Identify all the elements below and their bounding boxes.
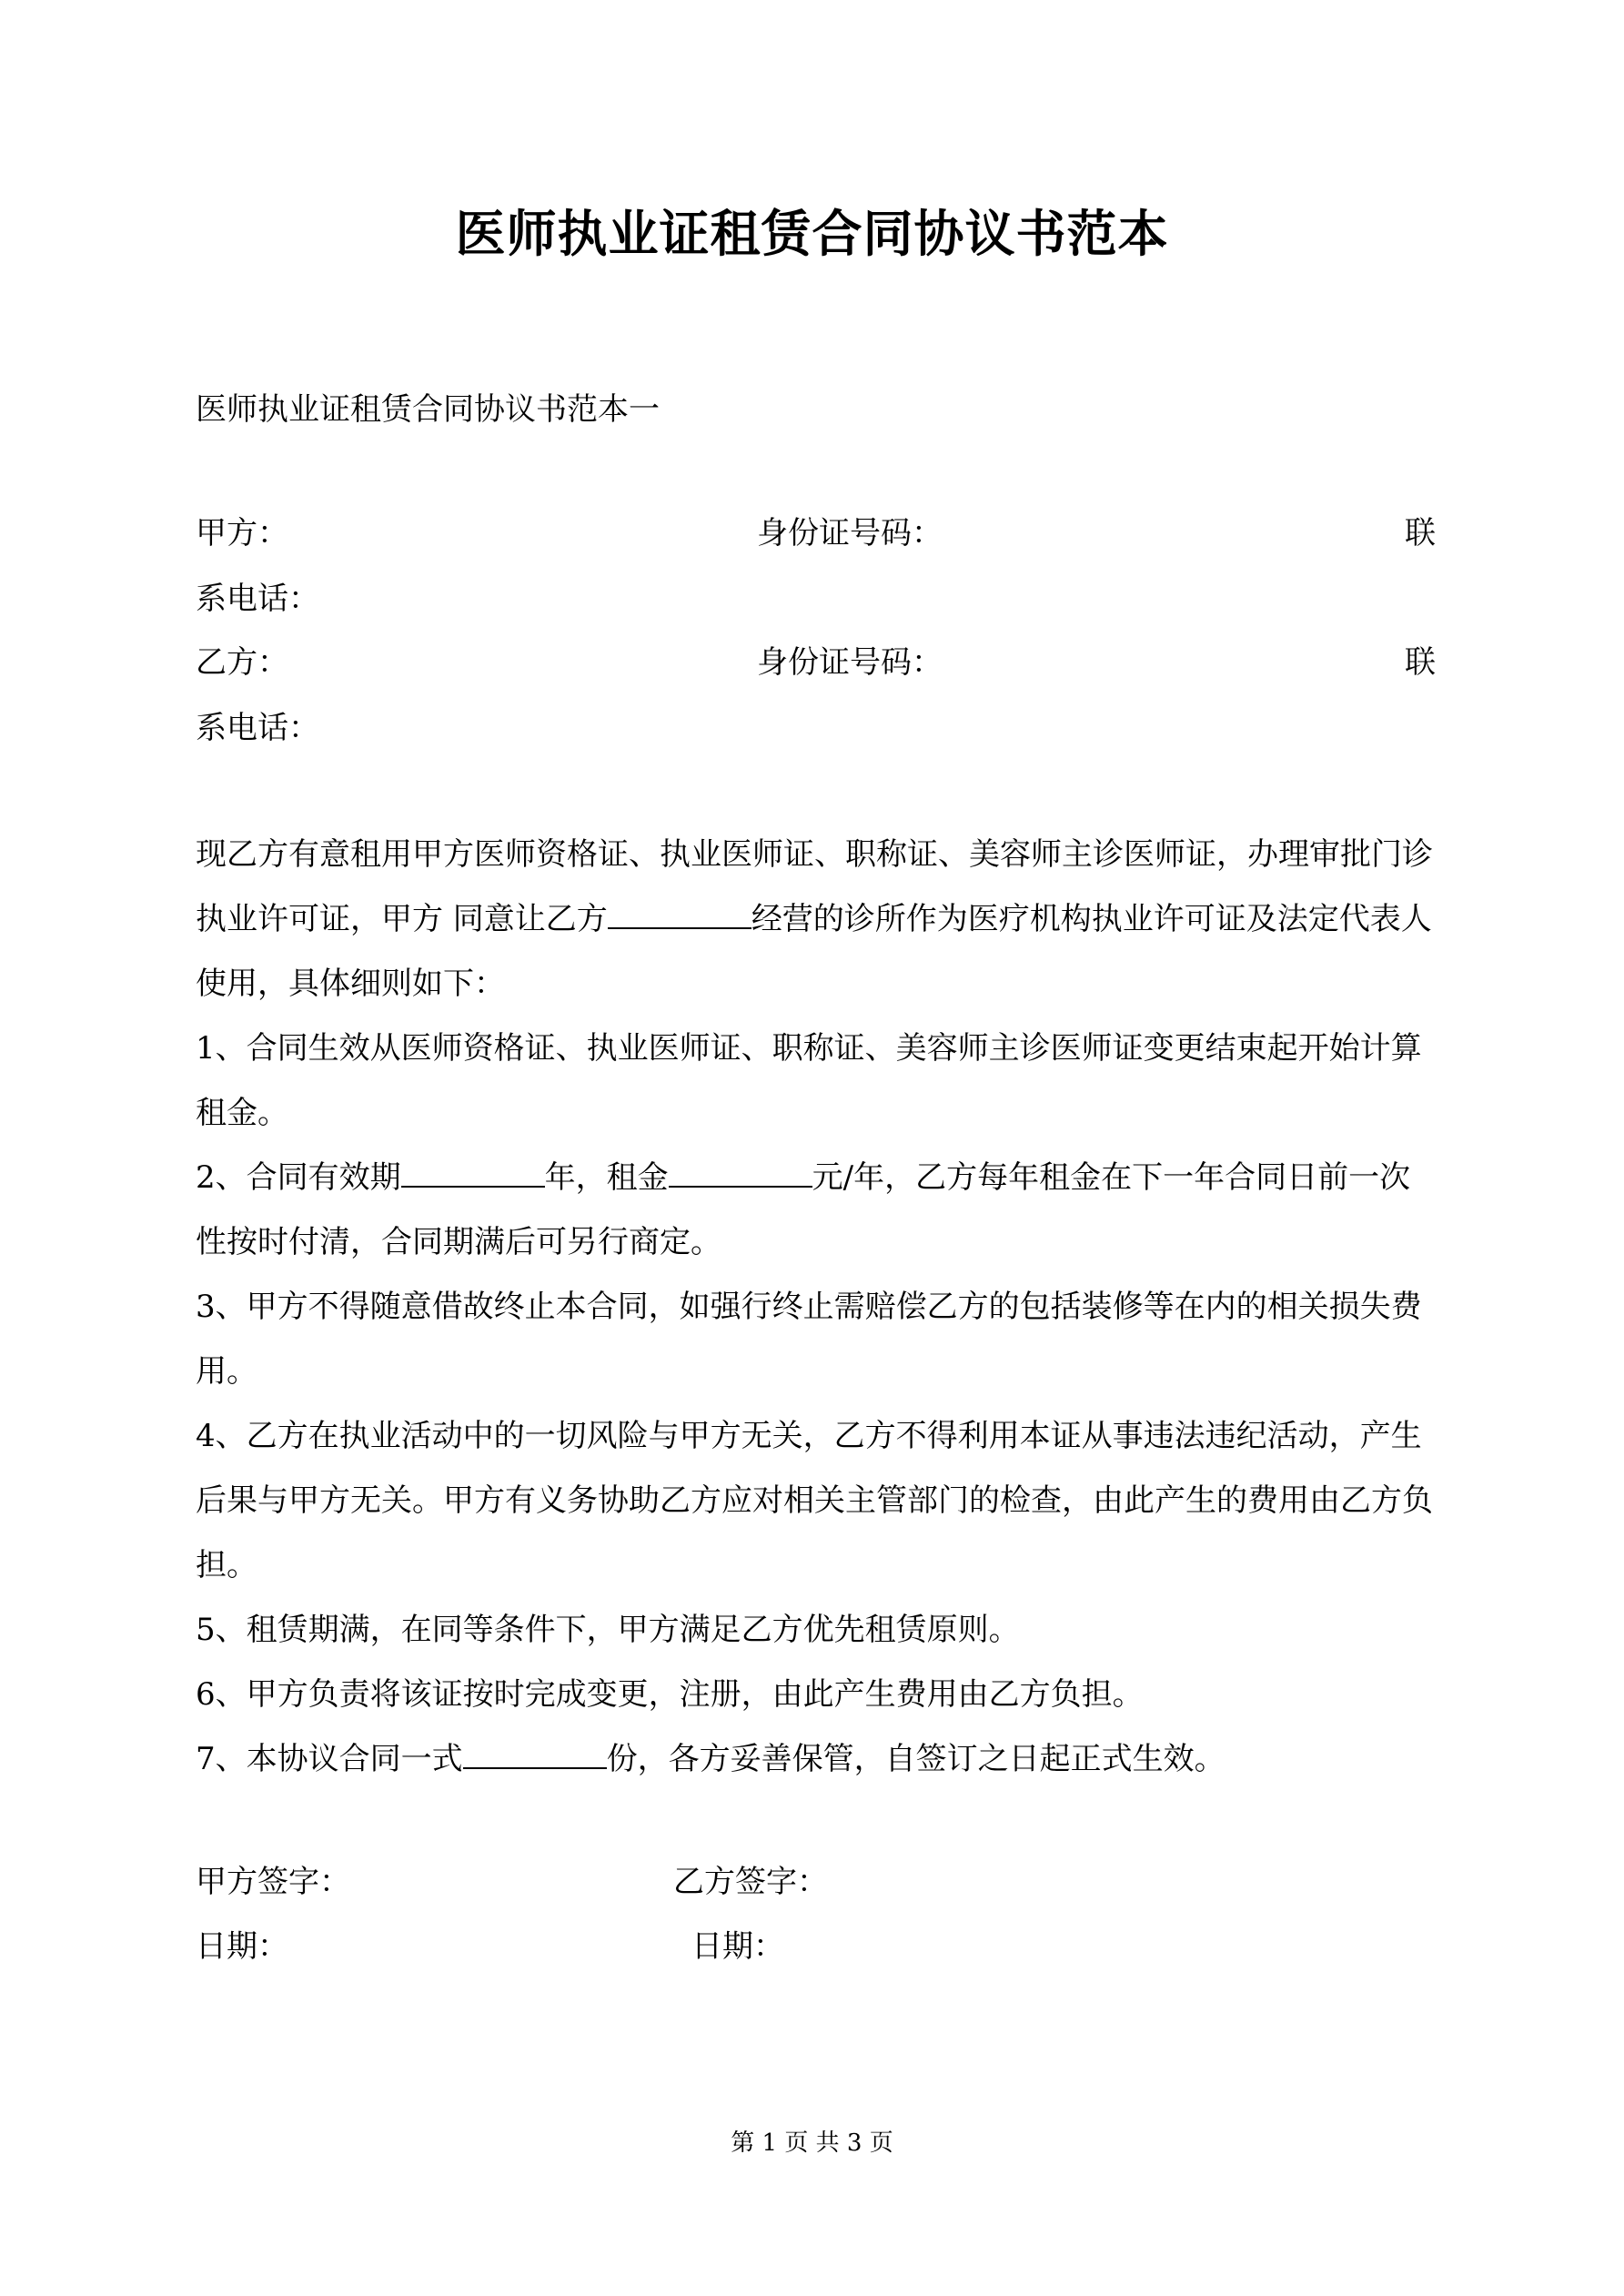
clause-7 bbox=[196, 1727, 1433, 1792]
page-number: 第 1 页 共 3 页 bbox=[731, 2129, 893, 2157]
clause-5: 5、租赁期满，在同等条件下，甲方满足乙方优先租赁原则。 bbox=[196, 1612, 1020, 1648]
clause-1: 1、合同生效从医师资格证、执业医师证、职称证、美容师主诊医师证变更结束起开始计算租金。 bbox=[196, 1030, 1422, 1131]
party-b-id-label: 身份证号码： bbox=[757, 644, 943, 681]
term-years-blank bbox=[401, 1155, 545, 1188]
document-subtitle: 医师执业证租赁合同协议书范本一 bbox=[196, 391, 660, 428]
intro-text-before: 现乙方有意租用甲方医师资格证、执业医师证、职称证、美容师主诊医师证，办理审批门诊执业许可证，甲方 同意让乙方 bbox=[196, 836, 1433, 937]
party-a-id-label: 身份证号码： bbox=[757, 515, 943, 551]
clause-7-text-1: 7、本协议合同一式 bbox=[196, 1741, 463, 1777]
clause-4: 4、乙方在执业活动中的一切风险与甲方无关，乙方不得利用本证从事违法违纪活动，产生后果与甲方无关。甲方有义务协助乙方应对相关主管部门的检查，由此产生的费用由乙方负担。 bbox=[196, 1418, 1433, 1583]
party-b-contact-label: 系电话： bbox=[196, 710, 319, 746]
clause-7-text-2: 份，各方妥善保管，自签订之日起正式生效。 bbox=[606, 1741, 1226, 1777]
document-title: 医师执业证租赁合同协议书范本 bbox=[455, 204, 1169, 263]
party-a-contact-prefix: 联 bbox=[1405, 515, 1436, 551]
clause-6: 6、甲方负责将该证按时完成变更，注册，由此产生费用由乙方负担。 bbox=[196, 1676, 1144, 1713]
party-b-label: 乙方： bbox=[196, 644, 288, 681]
party-b-contact-prefix: 联 bbox=[1405, 644, 1436, 681]
party-a-label: 甲方： bbox=[196, 515, 288, 551]
rent-amount-blank bbox=[669, 1155, 812, 1188]
copies-blank bbox=[463, 1736, 607, 1769]
clause-2 bbox=[196, 1146, 1433, 1275]
intro-text-after: 经营的诊所作为医疗机构执业许可证及法定代表人使用，具体细则如下： bbox=[196, 901, 1432, 1002]
clause-2-text-1: 2、合同有效期 bbox=[196, 1159, 401, 1196]
clause-2-text-2: 年，租金 bbox=[544, 1159, 669, 1196]
clause-2-text-3: 元/年，乙方每年租金在下一年合同日前一次性按时付清，合同期满后可另行商定。 bbox=[196, 1159, 1411, 1260]
business-name-blank bbox=[608, 896, 751, 929]
party-a-signature-label: 甲方签字： bbox=[196, 1864, 350, 1900]
party-b-signature-label: 乙方签字： bbox=[673, 1864, 828, 1900]
party-b-date-label: 日期： bbox=[691, 1928, 784, 1965]
party-a-contact-label: 系电话： bbox=[196, 581, 319, 617]
clause-3: 3、甲方不得随意借故终止本合同，如强行终止需赔偿乙方的包括装修等在内的相关损失费用。 bbox=[196, 1289, 1422, 1390]
intro-paragraph bbox=[196, 823, 1433, 1017]
party-a-date-label: 日期： bbox=[196, 1928, 288, 1965]
